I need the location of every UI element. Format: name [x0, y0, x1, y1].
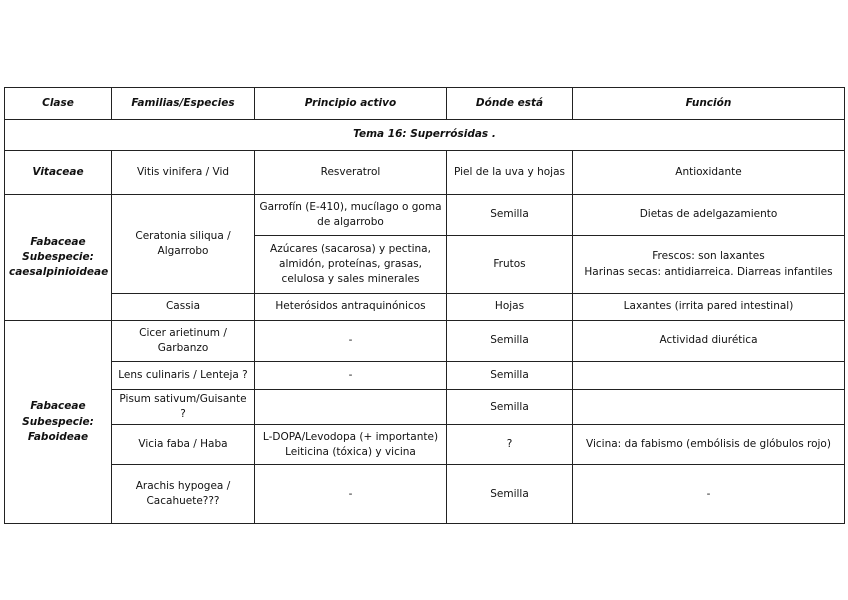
especie-cell: Lens culinaris / Lenteja ? — [112, 362, 255, 390]
principio-cell — [255, 425, 447, 465]
donde-cell: ? — [447, 425, 573, 465]
clase-line: Fabaceae — [30, 400, 86, 413]
especie-cell: Pisum sativum/Guisante ? — [112, 390, 255, 425]
clase-caesalpinioideae — [5, 195, 112, 321]
funcion-cell: Actividad diurética — [573, 321, 845, 362]
principio-cell: Garrofín (E-410), mucílago o goma de algarrobo — [255, 195, 447, 236]
donde-cell: Piel de la uva y hojas — [447, 151, 573, 195]
donde-cell: Semilla — [447, 362, 573, 390]
clase-line: Fabaceae — [30, 235, 86, 248]
funcion-cell: Dietas de adelgazamiento — [573, 195, 845, 236]
funcion-cell — [573, 390, 845, 425]
especie-cell: Cicer arietinum / Garbanzo — [112, 321, 255, 362]
funcion-cell: - — [573, 465, 845, 524]
funcion-line: Frescos: son laxantes — [652, 250, 765, 263]
table-row — [5, 195, 845, 236]
table-row — [5, 425, 845, 465]
table-row — [5, 362, 845, 390]
funcion-cell — [573, 236, 845, 294]
clase-line: Subespecie: — [22, 250, 94, 263]
principio-cell: - — [255, 465, 447, 524]
table-row — [5, 390, 845, 425]
especie-cell: Vitis vinifera / Vid — [112, 151, 255, 195]
header-donde: Dónde está — [447, 88, 573, 120]
clase-vitaceae: Vitaceae — [5, 151, 112, 195]
header-familias: Familias/Especies — [112, 88, 255, 120]
table-row — [5, 465, 845, 524]
header-row — [5, 88, 845, 120]
table-row — [5, 294, 845, 321]
header-principio: Principio activo — [255, 88, 447, 120]
donde-cell: Semilla — [447, 390, 573, 425]
tema-title: Tema 16: Superrósidas . — [5, 120, 845, 151]
principio-line: Leiticina (tóxica) y vicina — [285, 445, 416, 458]
header-clase: Clase — [5, 88, 112, 120]
clase-faboideae — [5, 321, 112, 524]
donde-cell: Frutos — [447, 236, 573, 294]
especie-cell: Vicia faba / Haba — [112, 425, 255, 465]
donde-cell: Semilla — [447, 195, 573, 236]
funcion-cell — [573, 362, 845, 390]
principio-cell: Resveratrol — [255, 151, 447, 195]
especie-cell: Cassia — [112, 294, 255, 321]
tema-row — [5, 120, 845, 151]
funcion-cell: Laxantes (irrita pared intestinal) — [573, 294, 845, 321]
clase-line: caesalpinioideae — [9, 266, 109, 279]
especie-cell: Arachis hypogea / Cacahuete??? — [112, 465, 255, 524]
principio-cell: Heterósidos antraquinónicos — [255, 294, 447, 321]
plant-table — [4, 87, 845, 524]
clase-line: Faboideae — [27, 430, 89, 443]
funcion-line: Harinas secas: antidiarreica. Diarreas infantiles — [584, 265, 833, 278]
header-funcion: Función — [573, 88, 845, 120]
donde-cell: Semilla — [447, 465, 573, 524]
principio-line: L-DOPA/Levodopa (+ importante) — [262, 430, 439, 443]
principio-cell — [255, 390, 447, 425]
principio-cell: - — [255, 362, 447, 390]
funcion-cell: Vicina: da fabismo (embólisis de glóbulos rojo) — [573, 425, 845, 465]
table-row — [5, 321, 845, 362]
principio-cell: - — [255, 321, 447, 362]
principio-cell: Azúcares (sacarosa) y pectina, almidón, proteínas, grasas, celulosa y sales minerales — [255, 236, 447, 294]
table-row — [5, 151, 845, 195]
donde-cell: Semilla — [447, 321, 573, 362]
funcion-cell: Antioxidante — [573, 151, 845, 195]
especie-cell: Ceratonia siliqua / Algarrobo — [112, 195, 255, 294]
donde-cell: Hojas — [447, 294, 573, 321]
clase-line: Subespecie: — [22, 415, 94, 428]
